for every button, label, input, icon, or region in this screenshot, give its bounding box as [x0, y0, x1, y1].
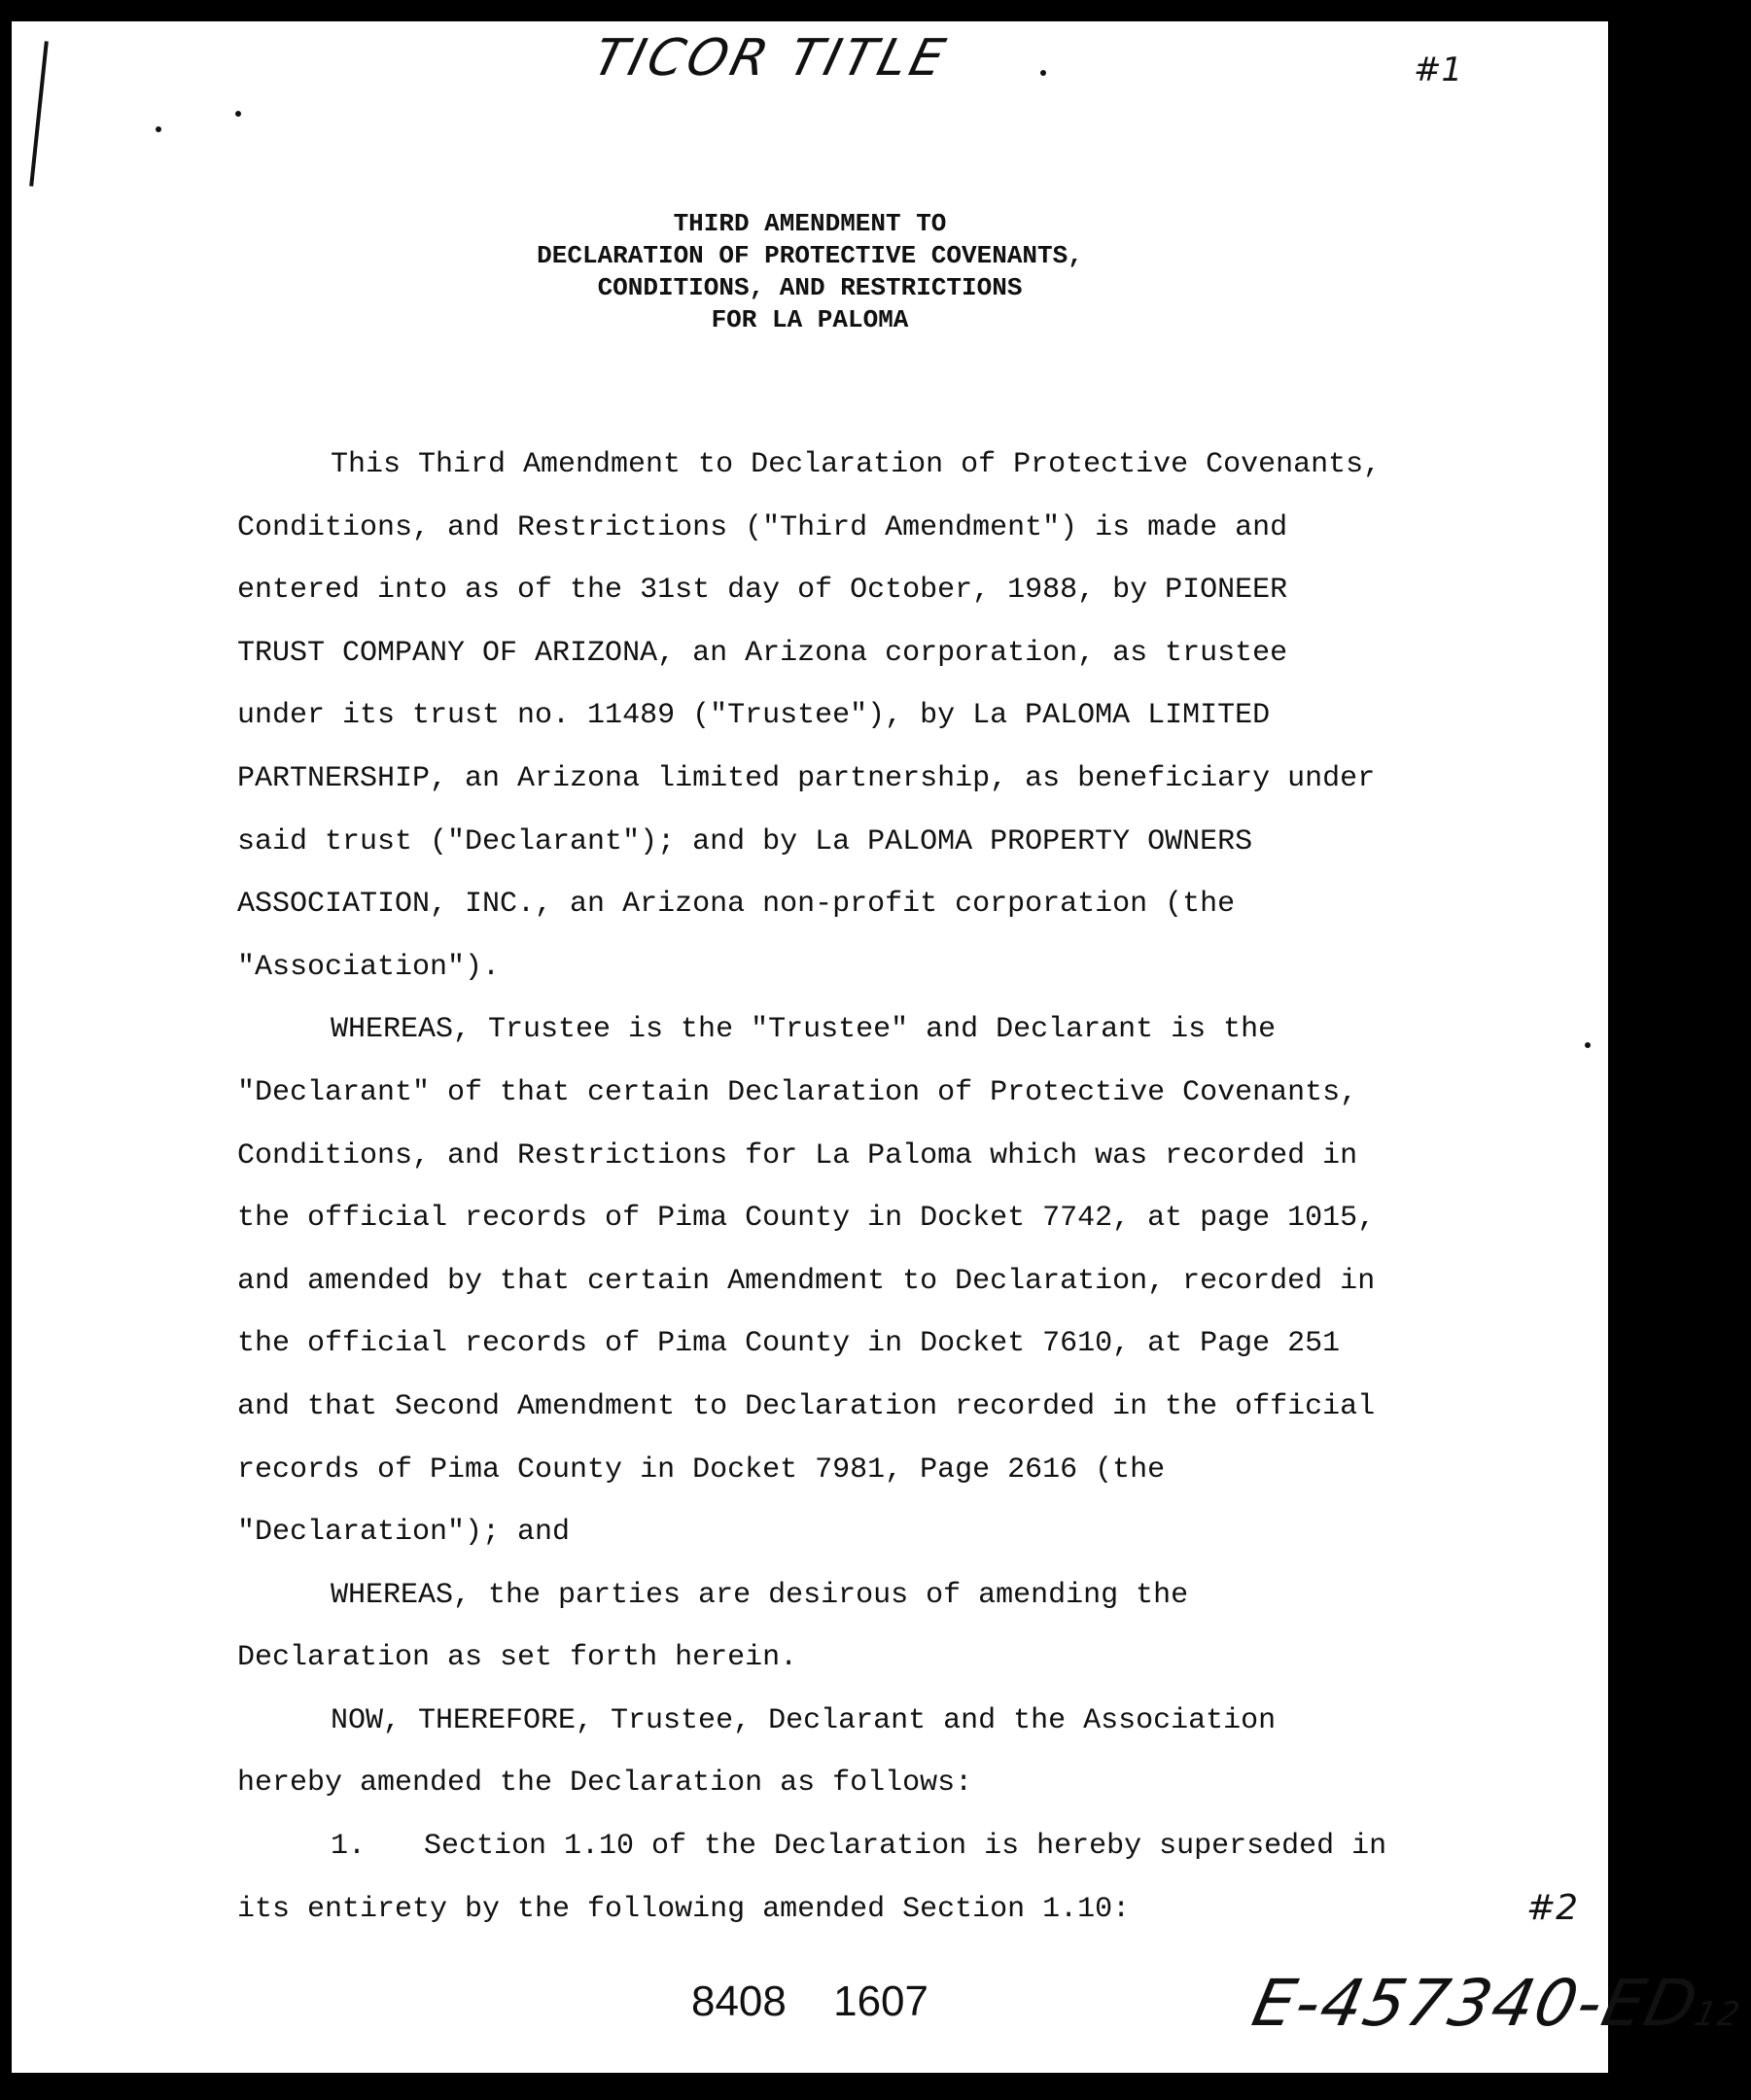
body-line: records of Pima County in Docket 7981, Page 2616 (the [237, 1452, 1166, 1487]
body-line: said trust ("Declarant"); and by La PALOMA PROPERTY OWNERS [237, 824, 1253, 858]
document-title [12, 208, 1608, 336]
docket-number: 8408 [690, 1978, 787, 2025]
body-line: entered into as of the 31st day of October, 1988, by PIONEER [237, 574, 1288, 608]
record-code-suffix: 12 [1691, 1995, 1745, 2034]
document-body [237, 434, 1491, 1941]
body-line: TRUST COMPANY OF ARIZONA, an Arizona corporation, as trustee [237, 636, 1288, 670]
body-line: WHEREAS, the parties are desirous of amending the [331, 1578, 1189, 1612]
body-line: ASSOCIATION, INC., an Arizona non-profit corporation (the [237, 888, 1236, 922]
body-line: Conditions, and Restrictions for La Paloma which was recorded in [237, 1138, 1358, 1172]
body-line: NOW, THEREFORE, Trustee, Declarant and the Association [331, 1703, 1277, 1737]
scan-speck [1040, 70, 1046, 76]
body-line: "Association"). [237, 950, 501, 984]
scan-speck [156, 126, 161, 132]
scan-edge-mark [29, 41, 49, 187]
title-line: CONDITIONS, AND RESTRICTIONS [597, 273, 1023, 302]
section-text: Section 1.10 of the Declaration is hereby superseded in [424, 1830, 1387, 1864]
body-line: Conditions, and Restrictions ("Third Amendment") is made and [237, 510, 1288, 544]
body-line: and amended by that certain Amendment to Declaration, recorded in [237, 1264, 1376, 1298]
section-number: 1. [331, 1830, 367, 1864]
handwritten-record-code [1246, 1966, 1751, 2041]
handwritten-page-mark-top: #1 [1414, 51, 1463, 89]
section-line [237, 1815, 1491, 1878]
body-line: hereby amended the Declaration as follows: [237, 1767, 973, 1801]
scan-speck [235, 111, 241, 117]
body-line: the official records of Pima County in Docket 7610, at Page 251 [237, 1327, 1341, 1361]
document-page [12, 21, 1745, 2073]
body-line: "Declarant" of that certain Declaration of Protective Covenants, [237, 1075, 1358, 1109]
body-line: PARTNERSHIP, an Arizona limited partnership, as beneficiary under [237, 761, 1376, 795]
body-line: and that Second Amendment to Declaration recorded in the official [237, 1389, 1376, 1423]
section-line: its entirety by the following amended Section 1.10: [237, 1892, 1131, 1926]
record-code-text: E-457340-ED [1245, 1966, 1705, 2041]
body-line: Declaration as set forth herein. [237, 1641, 798, 1675]
body-line: the official records of Pima County in Docket 7742, at page 1015, [237, 1202, 1376, 1236]
title-line: FOR LA PALOMA [711, 305, 909, 334]
page-number: 1607 [833, 1978, 928, 2025]
body-line: under its trust no. 11489 ("Trustee"), by La PALOMA LIMITED [237, 699, 1271, 733]
scan-speck [1585, 1042, 1591, 1048]
handwritten-ticor-title: TICOR TITLE [587, 29, 955, 88]
body-line: This Third Amendment to Declaration of Protective Covenants, [331, 448, 1382, 481]
body-line: "Declaration"); and [237, 1516, 571, 1550]
handwritten-page-mark-bottom: #2 [1526, 1888, 1579, 1928]
title-line: THIRD AMENDMENT TO [673, 209, 947, 238]
body-line: WHEREAS, Trustee is the "Trustee" and Declarant is the [331, 1013, 1277, 1047]
title-line: DECLARATION OF PROTECTIVE COVENANTS, [537, 241, 1083, 270]
